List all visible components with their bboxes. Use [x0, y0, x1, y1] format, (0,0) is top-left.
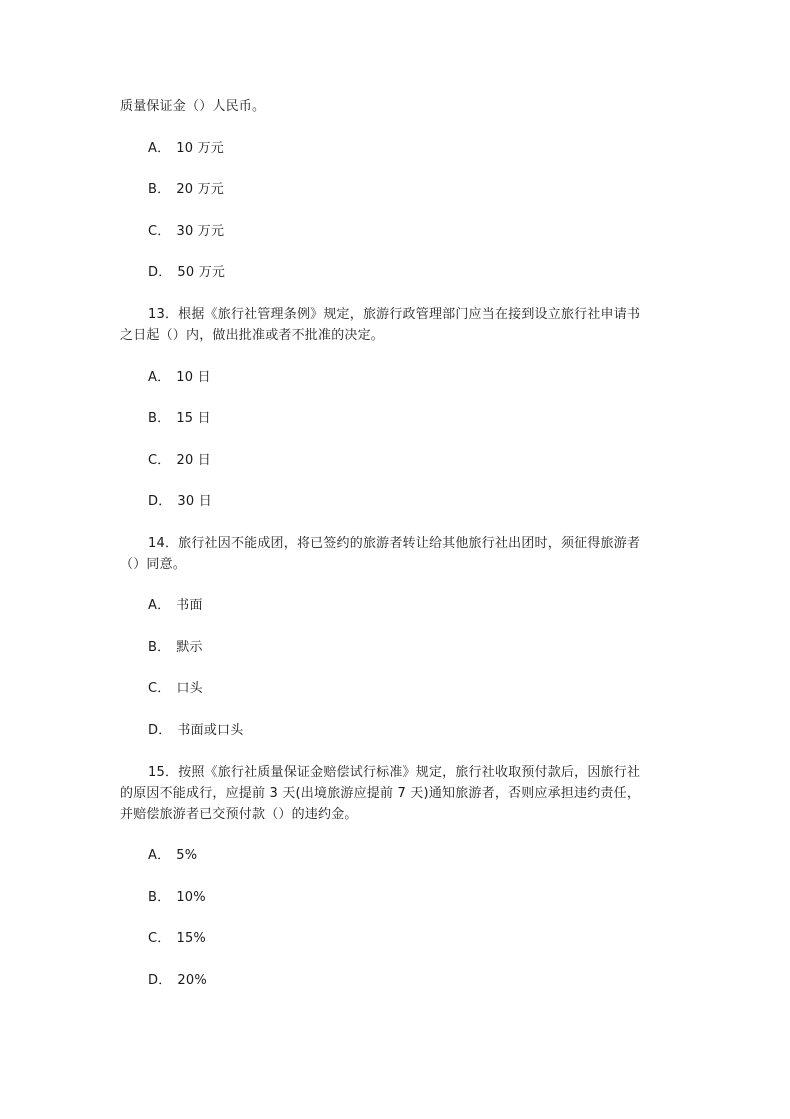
q13-option-a	[148, 368, 211, 388]
q12-option-d	[148, 263, 225, 283]
option-text: 书面或口头	[177, 723, 244, 738]
option-letter: C．	[148, 931, 171, 946]
q12-option-b	[148, 180, 224, 200]
option-letter: B．	[148, 182, 171, 197]
option-letter: C．	[148, 453, 171, 468]
option-text: 10 日	[176, 370, 211, 385]
q13-option-b	[148, 409, 211, 429]
q12-option-c	[148, 222, 224, 242]
option-text: 15 日	[176, 411, 211, 426]
option-text: 书面	[176, 598, 203, 613]
option-letter: A．	[148, 370, 171, 385]
option-letter: A．	[148, 598, 171, 613]
q14-option-c	[148, 679, 203, 699]
q14-stem-line1: 14．旅行社因不能成团，将已签约的旅游者转让给其他旅行社出团时，须征得旅游者	[148, 536, 641, 551]
option-text: 口头	[176, 681, 203, 696]
option-letter: C．	[148, 681, 171, 696]
q13-option-d	[148, 492, 212, 512]
option-text: 10 万元	[176, 141, 224, 156]
q14-option-a	[148, 596, 203, 616]
option-letter: C．	[148, 224, 171, 239]
q13-option-c	[148, 451, 211, 471]
option-text: 5%	[176, 848, 198, 863]
q15-option-b	[148, 888, 206, 908]
option-letter: B．	[148, 890, 171, 905]
option-text: 30 万元	[176, 224, 225, 239]
q12-option-a	[148, 139, 224, 159]
q13-stem-line2: 之日起（）内，做出批准或者不批准的决定。	[120, 328, 385, 343]
q14-option-b	[148, 638, 203, 658]
q15-option-d	[148, 971, 207, 991]
option-text: 20%	[177, 973, 207, 988]
q14-option-d	[148, 721, 243, 741]
option-text: 20 万元	[176, 182, 225, 197]
q12-stem-tail: 质量保证金（）人民币。	[120, 99, 266, 114]
q14-stem-line2: （）同意。	[120, 557, 187, 572]
option-text: 20 日	[176, 453, 211, 468]
option-letter: D．	[148, 265, 172, 280]
q15-option-a	[148, 846, 197, 866]
option-text: 15%	[176, 931, 206, 946]
option-letter: D．	[148, 494, 172, 509]
option-letter: A．	[148, 848, 171, 863]
option-text: 默示	[176, 640, 203, 655]
option-letter: A．	[148, 141, 171, 156]
option-text: 30 日	[177, 494, 212, 509]
option-text: 50 万元	[177, 265, 226, 280]
option-text: 10%	[176, 890, 206, 905]
option-letter: D．	[148, 723, 172, 738]
option-letter: B．	[148, 411, 171, 426]
q15-stem-line1: 15．按照《旅行社质量保证金赔偿试行标准》规定，旅行社收取预付款后，因旅行社	[148, 765, 641, 780]
q15-stem-line3: 并赔偿旅游者已交预付款（）的违约金。	[120, 807, 358, 822]
q13-stem-line1: 13．根据《旅行社管理条例》规定，旅游行政管理部门应当在接到设立旅行社申请书	[148, 307, 641, 322]
option-letter: D．	[148, 973, 172, 988]
option-letter: B．	[148, 640, 171, 655]
q15-option-c	[148, 929, 206, 949]
q15-stem-line2: 的原因不能成行，应提前 3 天(出境旅游应提前 7 天)通知旅游者，否则应承担违约责任，	[120, 786, 641, 801]
